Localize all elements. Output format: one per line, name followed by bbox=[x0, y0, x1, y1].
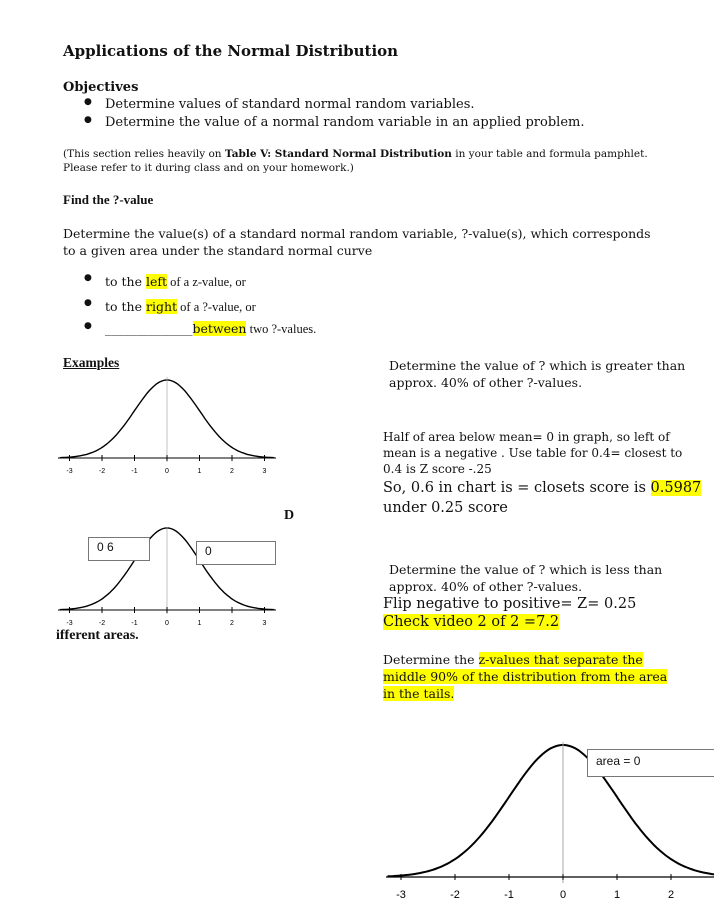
find-heading: Find the ?-value bbox=[63, 192, 154, 207]
question-text: Determine the bbox=[383, 652, 479, 667]
bullet-icon: ● bbox=[84, 97, 92, 107]
list-text: to the bbox=[105, 299, 146, 314]
highlight-question: z-values that separate the middle 90% of the distribution from the area in the tails. bbox=[383, 652, 668, 701]
axis-tick-label: -2 bbox=[98, 620, 106, 627]
example-1-question: Determine the value of ? which is greater than approx. 40% of other ?-values. bbox=[389, 358, 686, 390]
axis-tick-label: 2 bbox=[230, 468, 234, 475]
example-3-question bbox=[383, 651, 683, 702]
note-text: (This section relies heavily on bbox=[63, 148, 225, 160]
note-table-reference: Table V: Standard Normal Distribution bbox=[224, 148, 452, 160]
bullet-icon: ● bbox=[84, 273, 92, 283]
objective-item: Determine the value of a normal random variable in an applied problem. bbox=[105, 115, 585, 130]
blank-line: ______________ bbox=[105, 321, 193, 336]
list-text: of a z-value, or bbox=[167, 275, 246, 289]
bullet-icon: ● bbox=[84, 298, 92, 308]
axis-tick-label: -2 bbox=[98, 468, 106, 475]
highlight-right: right bbox=[145, 299, 178, 314]
example-2-question: Determine the value of ? which is less than approx. 40% of other ?-values. bbox=[389, 562, 663, 594]
bullet-icon: ● bbox=[84, 115, 92, 125]
find-description: Determine the value(s) of a standard normal random variable, ?-value(s), which corresponds to a given area under the standard normal curve bbox=[63, 226, 651, 258]
objective-item: Determine values of standard normal random variables. bbox=[105, 97, 475, 112]
axis-tick-label: -3 bbox=[66, 468, 73, 475]
area-box-right: 0 bbox=[196, 541, 276, 565]
list-item-left bbox=[105, 274, 246, 290]
note-text: in your table and formula pamphlet. Please refer to it during class and on your homework.) bbox=[63, 148, 648, 174]
axis-tick-label: -1 bbox=[131, 468, 138, 475]
axis-tick-label: 2 bbox=[230, 620, 234, 627]
example-2-answer-1: Flip negative to positive= Z= 0.25 bbox=[383, 596, 637, 612]
axis-tick-label: -3 bbox=[396, 889, 406, 901]
area-box-left: 0 6 bbox=[88, 537, 150, 561]
section-note bbox=[63, 147, 673, 175]
list-text: two ?-values. bbox=[246, 322, 317, 336]
highlight-answer: 0.5987 bbox=[650, 480, 702, 496]
list-text: to the bbox=[105, 274, 146, 289]
example-2-answer-2 bbox=[383, 614, 559, 630]
different-areas-text: ifferent areas. bbox=[56, 628, 139, 643]
examples-heading: Examples bbox=[63, 355, 120, 370]
axis-tick-label: -3 bbox=[66, 620, 73, 627]
objectives-heading: Objectives bbox=[63, 80, 139, 95]
example-1-answer-2 bbox=[383, 478, 703, 518]
stray-letter: D bbox=[284, 508, 295, 523]
axis-tick-label: 1 bbox=[197, 620, 202, 627]
answer-text: So, 0.6 in chart is = closets score is bbox=[383, 480, 651, 496]
axis-tick-label: -2 bbox=[450, 889, 460, 901]
axis-tick-label: 1 bbox=[197, 468, 202, 475]
axis-tick-label: 2 bbox=[667, 889, 675, 901]
axis-tick-label: 3 bbox=[262, 620, 267, 627]
axis-tick-label: 0 bbox=[559, 889, 567, 901]
axis-tick-label: -1 bbox=[504, 889, 514, 901]
list-item-between bbox=[105, 321, 316, 337]
axis-tick-label: 0 bbox=[165, 620, 169, 627]
highlight-left: left bbox=[145, 274, 168, 289]
normal-curve-graph-1 bbox=[58, 372, 278, 482]
axis-tick-label: 0 bbox=[165, 468, 169, 475]
highlight-between: between bbox=[192, 321, 247, 336]
bullet-icon: ● bbox=[84, 321, 92, 331]
axis-tick-label: 3 bbox=[262, 468, 267, 475]
list-text: of a ?-value, or bbox=[177, 300, 256, 314]
answer-text: under 0.25 score bbox=[383, 500, 508, 516]
highlight-video: Check video 2 of 2 =7.2 bbox=[383, 614, 560, 630]
example-1-answer: Half of area below mean= 0 in graph, so left of mean is a negative . Use table for 0.4= closest to 0.4 is Z score -.25 bbox=[383, 430, 683, 476]
list-item-right bbox=[105, 299, 256, 315]
axis-tick-label: 1 bbox=[613, 889, 621, 901]
area-box: area = 0 bbox=[587, 749, 714, 777]
axis-tick-label: -1 bbox=[131, 620, 138, 627]
page-title: Applications of the Normal Distribution bbox=[63, 42, 399, 60]
